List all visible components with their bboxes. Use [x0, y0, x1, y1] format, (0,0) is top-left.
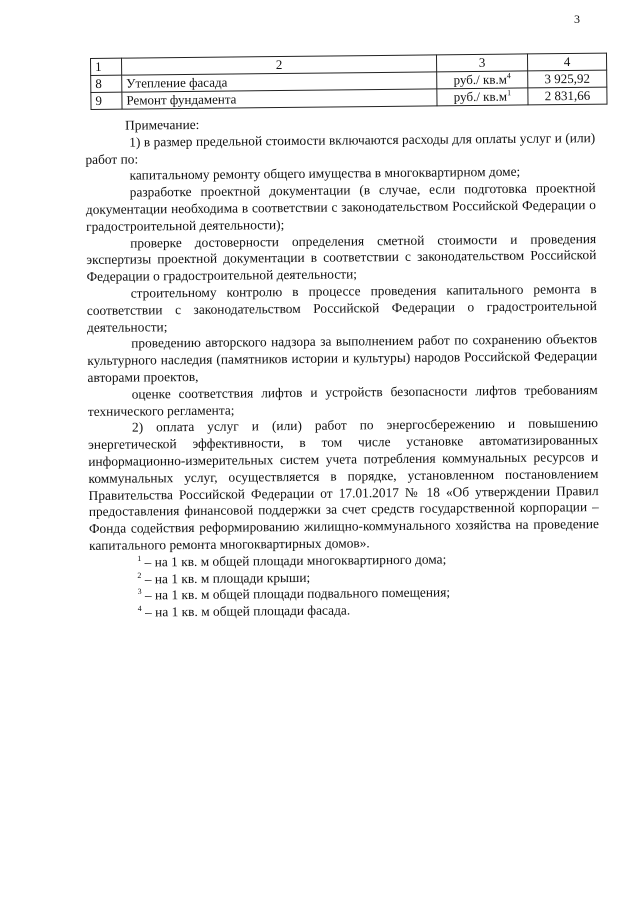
header-cell: 2 [122, 55, 437, 75]
unit-footnote-mark: 1 [506, 88, 512, 98]
footnote-text: – на 1 кв. м общей площади подвального помещения; [141, 584, 451, 603]
header-cell: 4 [527, 53, 606, 71]
paragraph: проверке достоверности определения сметной стоимости и проведения экспертизы проектной документации в соответствии с законодательством Российской Федерации о градостроительной деятельности; [86, 230, 597, 285]
paragraph: 1) в размер предельной стоимости включаются расходы для оплаты услуг и (или) работ по: [85, 129, 596, 167]
unit-footnote-mark: 4 [506, 71, 511, 81]
footnote-mark: 3 [137, 587, 142, 597]
cost-table [90, 53, 608, 110]
footnote-mark: 4 [137, 604, 142, 614]
notes-section [85, 113, 600, 622]
note-title: Примечание: [124, 116, 200, 133]
cost-value: 3 925,92 [528, 70, 607, 88]
work-name: Ремонт фундамента [122, 89, 437, 109]
footnote-text: – на 1 кв. м общей площади многоквартирного дома; [141, 551, 447, 570]
page-number: 3 [574, 12, 580, 26]
paragraph: капитальному ремонту общего имущества в многоквартирном доме; [129, 164, 521, 183]
work-name: Утепление фасада [122, 72, 437, 92]
paragraph: разработке проектной документации (в случае, если подготовка проектной документации необходима в соответствии с законодательством Российской Федерации о градостроительной деятельности); [85, 180, 596, 234]
cost-value: 2 831,66 [528, 87, 607, 105]
paragraph: строительному контролю в процессе проведения капитального ремонта в соответствии с законодательством Российской Федерации о градостроительной деятельности; [86, 281, 597, 335]
paragraph: 2) оплата услуг и (или) работ по энергосбережению и повышению энергетической эффективности, в том числе установке автоматизированных информационно-измерительных систем учета потребления коммунальных ресурсов и коммунальных услуг, осуществляется в порядке, установленном постановлением Правительства Российской Федерации от 17.01.2017 № 18 «Об утверждении Правил предоставления финансовой поддержки за счет средств государственной корпорации – Фонда содействия реформированию жилищно-коммунального хозяйства на проведение капитального ремонта многоквартирных домов». [88, 415, 599, 553]
header-cell: 1 [91, 58, 122, 75]
row-number: 8 [91, 75, 122, 92]
unit-text: руб./ кв.м [453, 88, 508, 105]
paragraph: оценке соответствия лифтов и устройств безопасности лифтов требованиям технического регламента; [87, 381, 598, 419]
footnote-mark: 1 [137, 553, 142, 563]
footnote-text: – на 1 кв. м общей площади фасада. [141, 602, 351, 620]
paragraph: проведению авторского надзора за выполнением работ по сохранению объектов культурного наследия (памятников истории и культуры) народов Российской Федерации авторами проектов, [87, 331, 598, 385]
header-cell: 3 [436, 54, 527, 72]
footnote-text: – на 1 кв. м площади крыши; [141, 569, 311, 586]
unit-text: руб./ кв.м [453, 71, 507, 88]
unit-cell [437, 71, 528, 89]
unit-cell [437, 88, 528, 106]
row-number: 9 [91, 92, 122, 109]
footnote-mark: 2 [137, 570, 142, 580]
footnote [90, 600, 600, 622]
